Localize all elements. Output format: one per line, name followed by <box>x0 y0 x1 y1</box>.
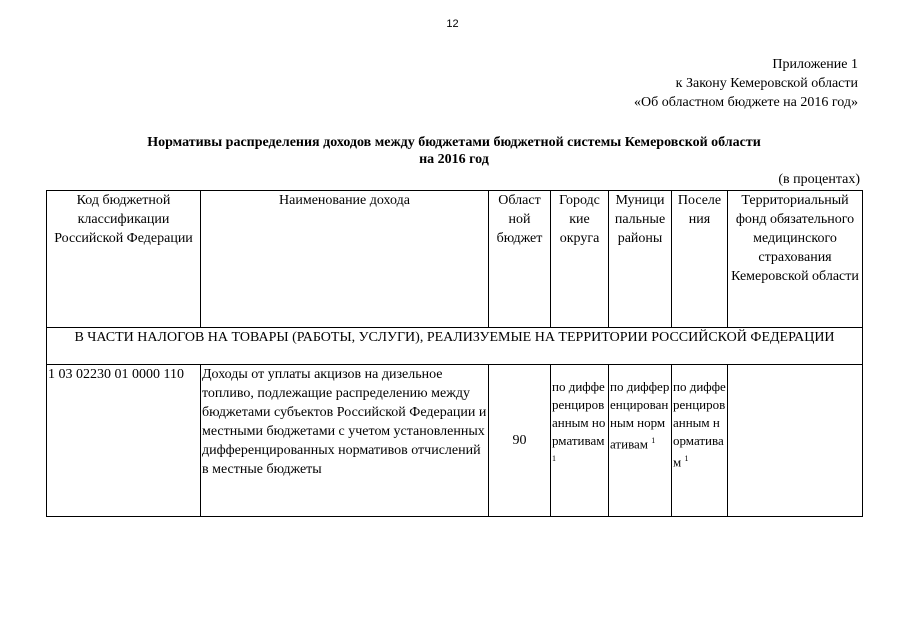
table-row <box>47 365 863 517</box>
title-line-1: Нормативы распределения доходов между бюджетами бюджетной системы Кемеровской области <box>147 135 761 150</box>
appendix-line-1: Приложение 1 <box>772 57 858 72</box>
section-title: В ЧАСТИ НАЛОГОВ НА ТОВАРЫ (РАБОТЫ, УСЛУГИ), РЕАЛИЗУЕМЫЕ НА ТЕРРИТОРИИ РОССИЙСКОЙ ФЕДЕРАЦИИ <box>47 328 863 365</box>
header-urban: Городс кие округа <box>551 191 609 328</box>
appendix-line-3: «Об областном бюджете на 2016 год» <box>634 95 858 110</box>
revenue-distribution-table <box>46 190 863 517</box>
row-municipal-text: по дифференцированным нормативам <box>610 379 670 452</box>
header-municipal: Муници пальные районы <box>609 191 672 328</box>
title-line-2: на 2016 год <box>419 152 489 167</box>
table-header-row <box>47 191 863 328</box>
header-settlements: Поселе ния <box>672 191 728 328</box>
header-name: Наименование дохода <box>201 191 489 328</box>
units-note: (в процентах) <box>778 172 860 187</box>
header-regional: Област ной бюджет <box>489 191 551 328</box>
row-regional: 90 <box>489 365 551 517</box>
row-code: 1 03 02230 01 0000 110 <box>47 365 201 517</box>
row-settlements-text: по дифференцированным нормативам <box>673 379 726 470</box>
section-row <box>47 328 863 365</box>
footnote-mark: 1 <box>651 436 656 445</box>
page-number: 12 <box>446 18 459 30</box>
row-urban-text: по дифференцированным нормативам <box>552 379 606 448</box>
document-title <box>46 134 862 168</box>
header-fund: Территориальный фонд обязательного медицинского страхования Кемеровской области <box>728 191 863 328</box>
row-settlements <box>672 365 728 517</box>
row-fund <box>728 365 863 517</box>
appendix-line-2: к Закону Кемеровской области <box>675 76 858 91</box>
footnote-mark: 1 <box>552 454 556 463</box>
row-municipal <box>609 365 672 517</box>
row-name: Доходы от уплаты акцизов на дизельное топливо, подлежащие распределению между бюджетами субъектов Российской Федерации и местными бюджетами с учетом установленных дифференцированных нормативов отчислений в местные бюджеты <box>201 365 489 517</box>
row-urban <box>551 365 609 517</box>
header-code: Код бюджетной классификации Российской Федерации <box>47 191 201 328</box>
appendix-block <box>634 55 858 112</box>
footnote-mark: 1 <box>684 454 689 463</box>
